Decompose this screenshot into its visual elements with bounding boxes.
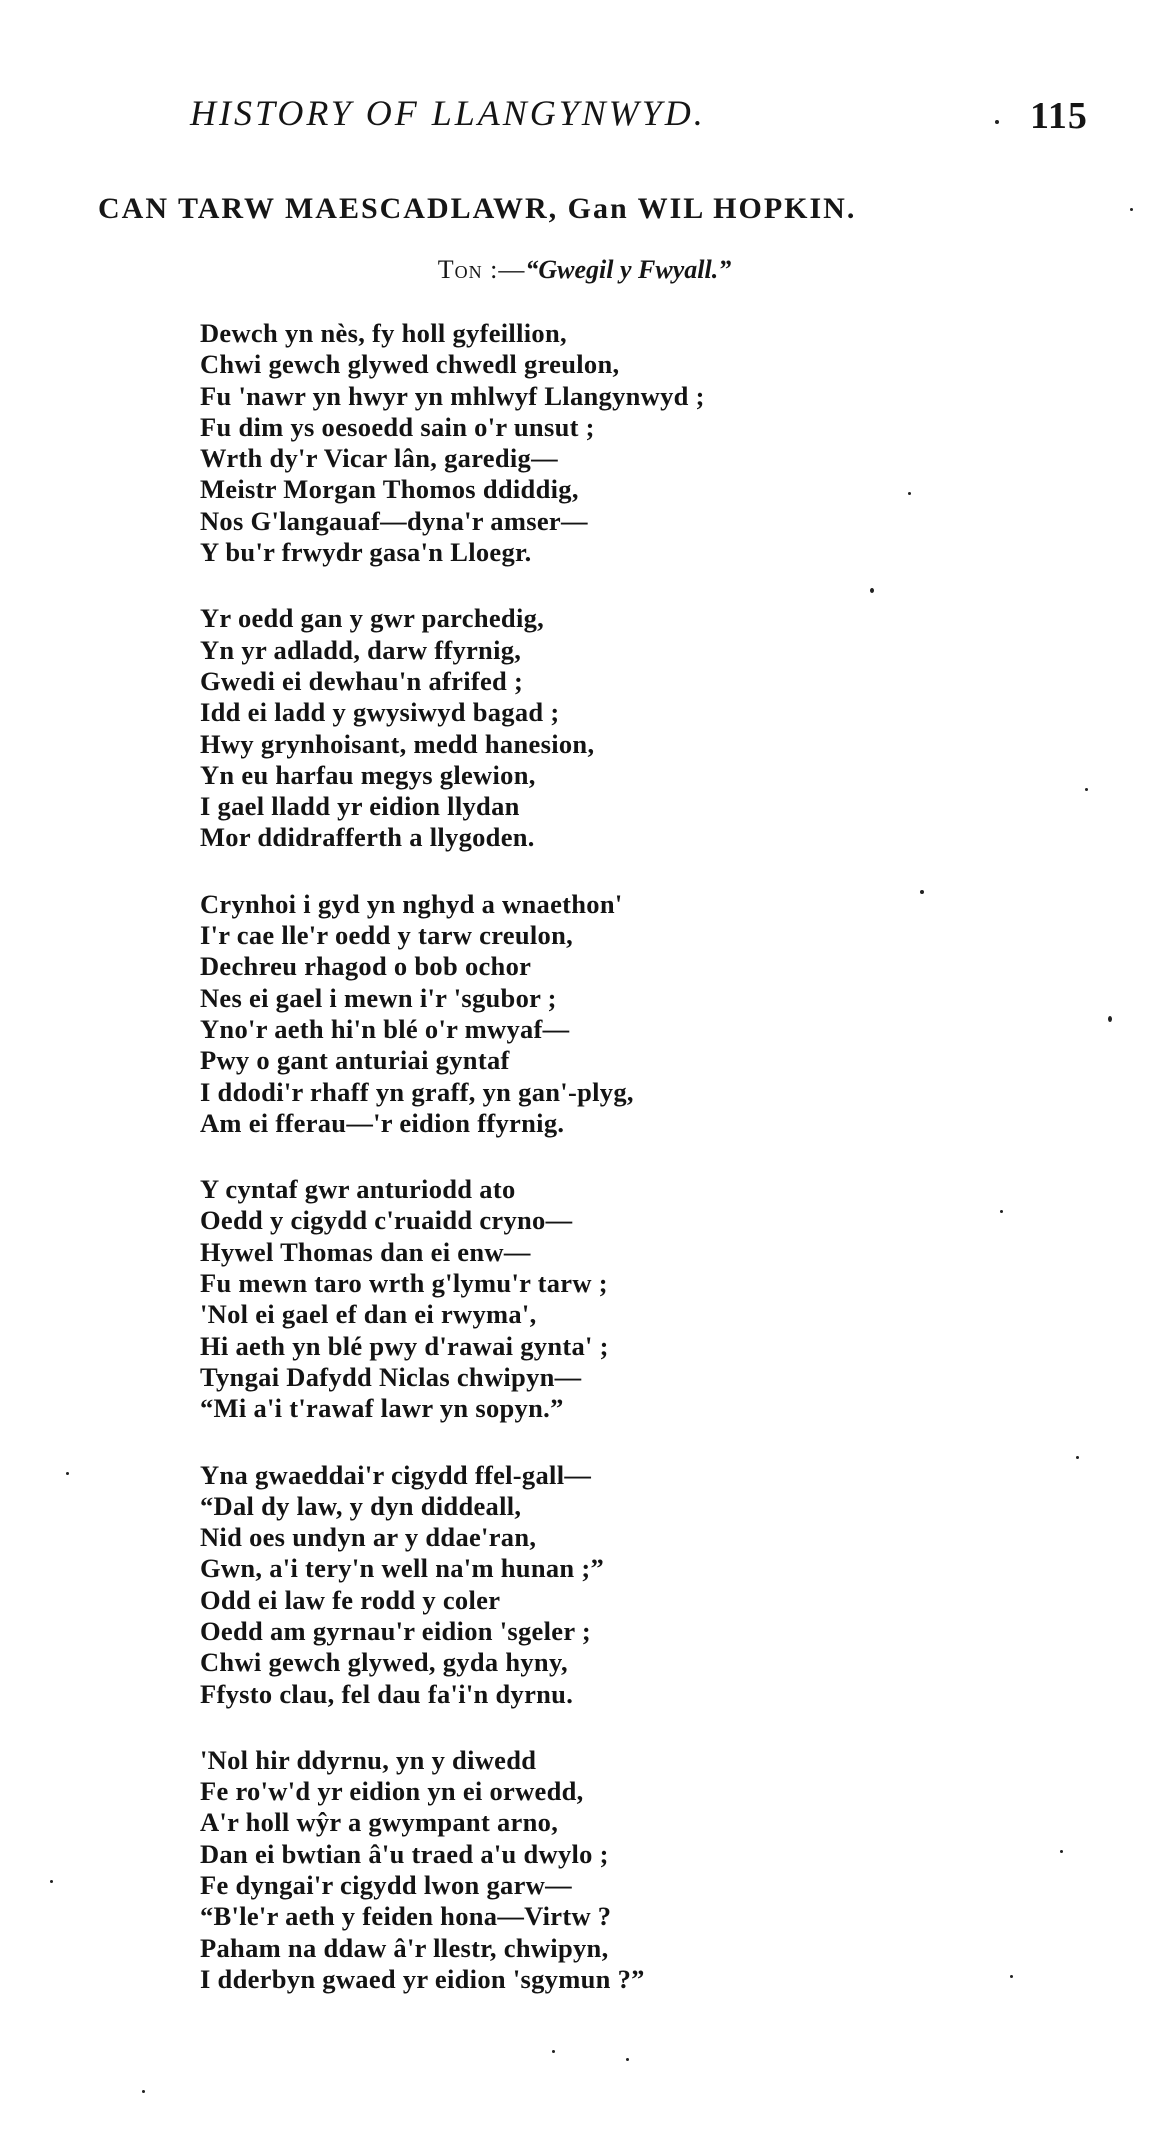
scan-speck (908, 492, 911, 495)
poem-line: Ffysto clau, fel dau fa'i'n dyrnu. (200, 1678, 574, 1709)
poem-line: I gael lladd yr eidion llydan (200, 791, 520, 822)
scan-speck (1010, 1975, 1013, 1978)
stanza-4 (200, 1174, 1080, 1424)
poem-line: Fu dim ys oesoedd sain o'r unsut ; (200, 411, 595, 442)
song-title: CAN TARW MAESCADLAWR, Gan WIL HOPKIN. (98, 192, 857, 225)
poem-line: Gwedi ei dewhau'n afrifed ; (200, 665, 524, 696)
running-head (0, 92, 1169, 152)
poem-line: “Dal dy law, y dyn diddeall, (200, 1490, 522, 1521)
poem-line: Y bu'r frwydr gasa'n Lloegr. (200, 537, 532, 568)
scan-speck (1108, 1016, 1112, 1022)
poem-line: Yn yr adladd, darw ffyrnig, (200, 634, 522, 665)
poem-line: Nos G'langauaf—dyna'r amser— (200, 505, 588, 536)
scan-speck (1076, 1456, 1079, 1459)
poem-line: Mor ddidrafferth a llygoden. (200, 822, 535, 853)
poem-line: Hywel Thomas dan ei enw— (200, 1236, 531, 1267)
poem-line: I dderbyn gwaed yr eidion 'sgymun ?” (200, 1963, 645, 1994)
poem-line: “B'le'r aeth y feiden hona—Virtw ? (200, 1901, 612, 1932)
poem-line: Odd ei law fe rodd y coler (200, 1584, 501, 1615)
stanza-6 (200, 1745, 1080, 1995)
poem-line: Oedd am gyrnau'r eidion 'sgeler ; (200, 1615, 591, 1646)
poem-line: A'r holl wŷr a gwympant arno, (200, 1807, 559, 1838)
poem-line: Nes ei gael i mewn i'r 'sgubor ; (200, 982, 557, 1013)
scan-speck (1085, 788, 1088, 791)
poem-line: Nid oes undyn ar y ddae'ran, (200, 1522, 537, 1553)
poem-line: Fe ro'w'd yr eidion yn ei orwedd, (200, 1776, 584, 1807)
poem-line: Pwy o gant anturiai gyntaf (200, 1045, 510, 1076)
tune-name: “Gwegil y Fwyall.” (525, 255, 732, 284)
poem-line: Yr oedd gan y gwr parchedig, (200, 603, 545, 634)
poem-line: 'Nol hir ddyrnu, yn y diwedd (200, 1744, 537, 1775)
stanza-2 (200, 603, 1080, 853)
poem-line: Gwn, a'i tery'n well na'm hunan ;” (200, 1553, 605, 1584)
poem-line: Yn eu harfau megys glewion, (200, 759, 536, 790)
tune-label: Ton :— (437, 255, 526, 284)
scan-speck (1130, 208, 1133, 211)
poem-line: Dechreu rhagod o bob ochor (200, 951, 532, 982)
poem-line: Dewch yn nès, fy holl gyfeillion, (200, 318, 567, 348)
scan-speck (626, 2058, 629, 2061)
poem-line: I ddodi'r rhaff yn graff, yn gan'-plyg, (200, 1076, 634, 1107)
stanza-3 (200, 889, 1080, 1139)
running-title: HISTORY OF LLANGYNWYD. (190, 93, 706, 133)
page-number: 115 (1030, 95, 1088, 137)
poem-line: Hi aeth yn blé pwy d'rawai gynta' ; (200, 1330, 609, 1361)
poem-line: “Mi a'i t'rawaf lawr yn sopyn.” (200, 1393, 564, 1424)
poem-line: Meistr Morgan Thomos ddiddig, (200, 474, 579, 505)
scan-speck (1060, 1850, 1063, 1853)
poem-line: Yna gwaeddai'r cigydd ffel-gall— (200, 1459, 592, 1490)
stanza-5 (200, 1460, 1080, 1710)
poem-line: Fe dyngai'r cigydd lwon garw— (200, 1870, 572, 1901)
stanza-1 (200, 318, 1080, 568)
scan-speck (66, 1472, 69, 1475)
poem-line: Oedd y cigydd c'ruaidd cryno— (200, 1205, 573, 1236)
poem-line: Tyngai Dafydd Niclas chwipyn— (200, 1361, 582, 1392)
poem-line: Fu mewn taro wrth g'lymu'r tarw ; (200, 1268, 608, 1299)
poem (200, 318, 1080, 2030)
poem-line: Y cyntaf gwr anturiodd ato (200, 1174, 516, 1205)
poem-line: Chwi gewch glywed chwedl greulon, (200, 349, 620, 380)
scan-speck (552, 2050, 555, 2053)
poem-line: Idd ei ladd y gwysiwyd bagad ; (200, 697, 560, 728)
scan-speck (142, 2090, 145, 2093)
scan-speck (870, 588, 874, 593)
poem-line: Fu 'nawr yn hwyr yn mhlwyf Llangynwyd ; (200, 380, 705, 411)
poem-line: I'r cae lle'r oedd y tarw creulon, (200, 920, 574, 951)
poem-line: Wrth dy'r Vicar lân, garedig— (200, 443, 558, 474)
poem-line: Yno'r aeth hi'n blé o'r mwyaf— (200, 1013, 570, 1044)
poem-line: Dan ei bwtian â'u traed a'u dwylo ; (200, 1838, 609, 1869)
poem-line: Crynhoi i gyd yn nghyd a wnaethon' (200, 888, 623, 919)
poem-line: Hwy grynhoisant, medd hanesion, (200, 728, 595, 759)
poem-line: Paham na ddaw â'r llestr, chwipyn, (200, 1932, 609, 1963)
scan-speck (1000, 1210, 1003, 1213)
scan-speck (920, 890, 924, 894)
scan-speck (995, 120, 999, 124)
scan-speck (50, 1880, 53, 1883)
poem-line: Am ei fferau—'r eidion ffyrnig. (200, 1107, 565, 1138)
poem-line: Chwi gewch glywed, gyda hyny, (200, 1647, 568, 1678)
poem-line: 'Nol ei gael ef dan ei rwyma', (200, 1299, 537, 1330)
tune-line (0, 255, 1169, 285)
